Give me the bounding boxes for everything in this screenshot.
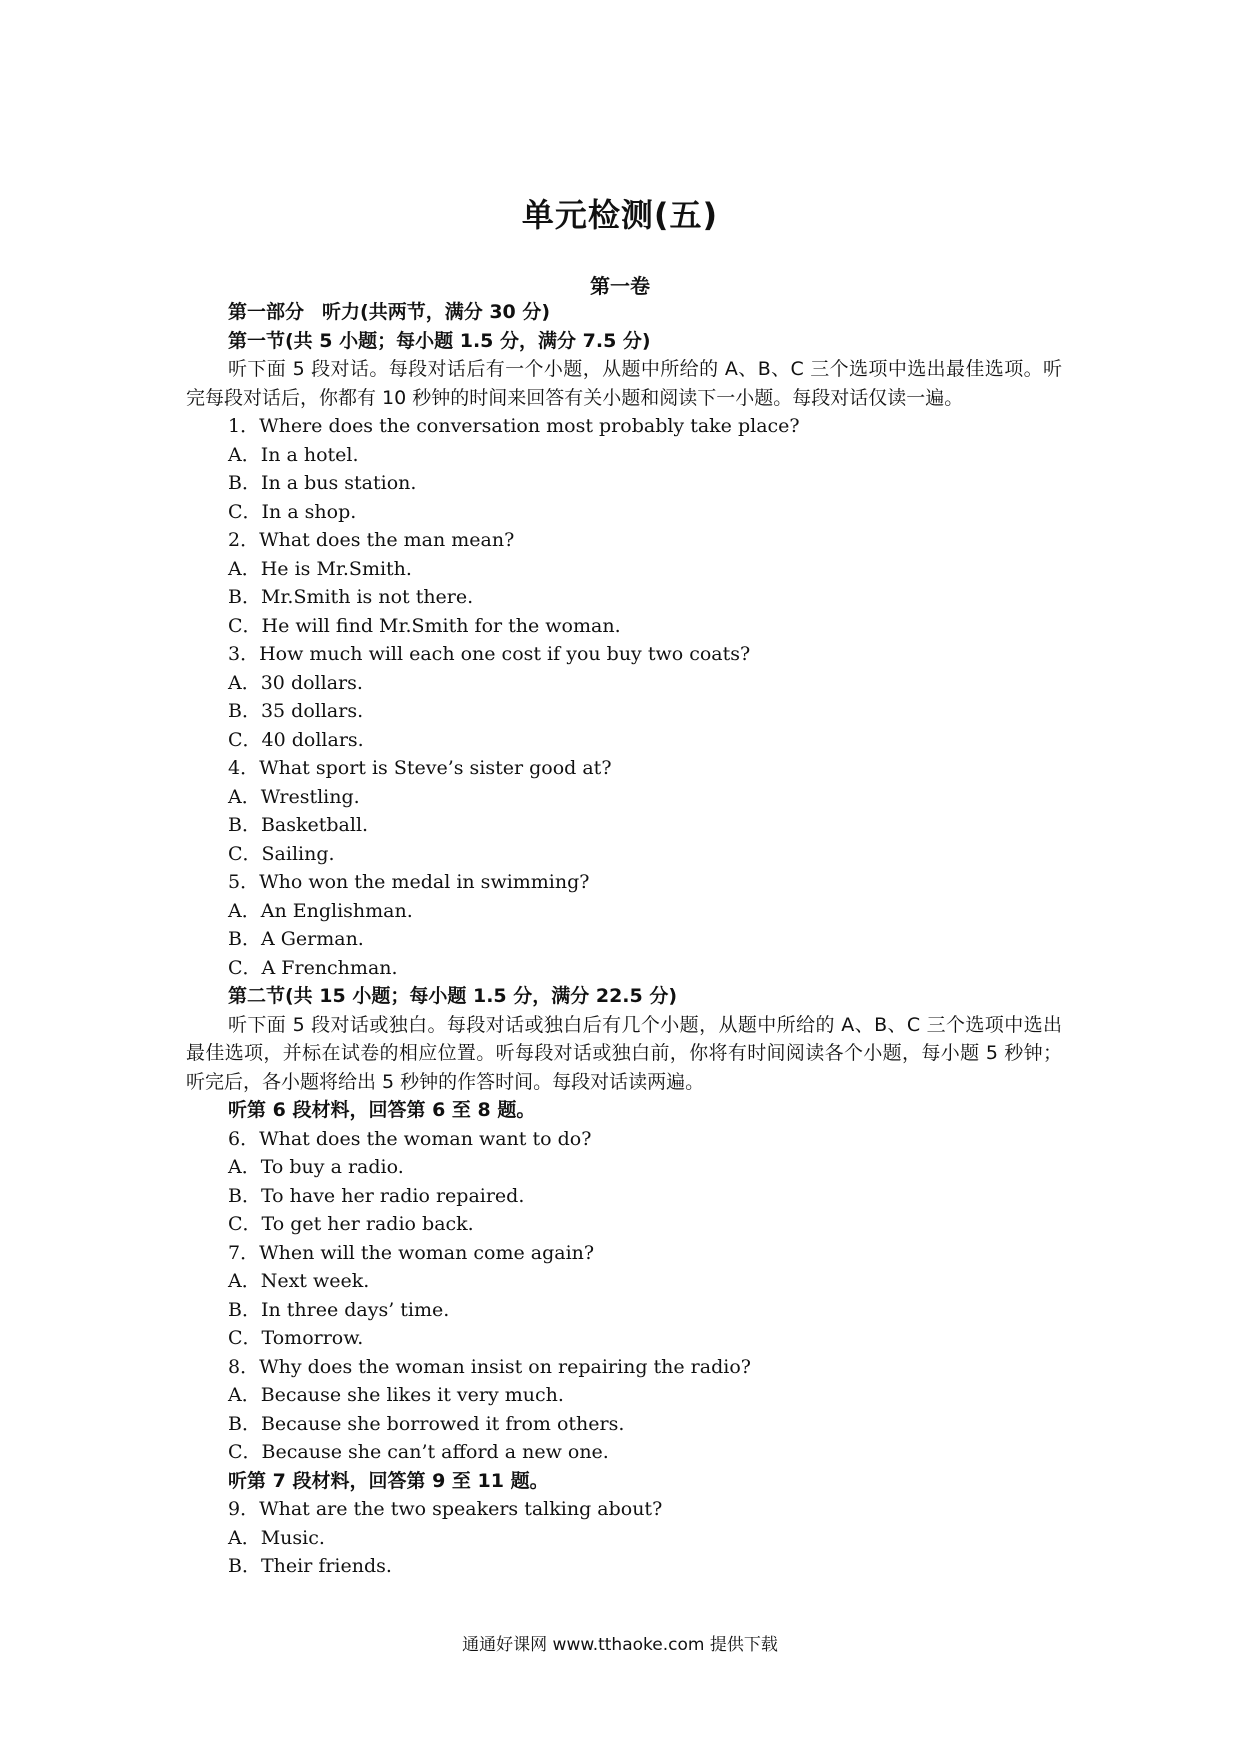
material-heading: 听第 7 段材料，回答第 9 至 11 题。 (228, 1469, 549, 1492)
option-c: C．40 dollars. (228, 728, 364, 751)
option-b: B．A German. (228, 928, 364, 950)
volume-heading: 第一卷 (590, 274, 650, 298)
option-c: C．Tomorrow. (228, 1327, 364, 1349)
page-title: 单元检测(五) (521, 196, 719, 234)
option-b: B．In three days’ time. (228, 1298, 450, 1321)
question-stem: 1．Where does the conversation most probably take place? (228, 415, 800, 437)
question-2 (186, 526, 1062, 640)
option-c: C．In a shop. (228, 500, 357, 523)
part-heading (186, 298, 1062, 327)
question-stem: 8．Why does the woman insist on repairing the radio? (228, 1355, 751, 1378)
question-stem: 4．What sport is Steve’s sister good at? (228, 757, 612, 779)
option-b: B．Mr.Smith is not there. (228, 586, 474, 608)
question-stem: 7．When will the woman come again? (228, 1241, 595, 1264)
option-c: C．Because she can’t afford a new one. (228, 1441, 609, 1463)
option-a: A．Next week. (228, 1270, 370, 1292)
question-stem: 9．What are the two speakers talking about? (228, 1498, 663, 1520)
question-stem: 3．How much will each one cost if you buy two coats? (228, 643, 751, 665)
question-4 (186, 754, 1062, 868)
option-b: B．Because she borrowed it from others. (228, 1412, 625, 1435)
option-b: B．To have her radio repaired. (228, 1184, 525, 1207)
option-a: A．In a hotel. (228, 443, 359, 466)
option-a: A．Music. (228, 1526, 325, 1549)
option-a: A．Wrestling. (228, 785, 360, 808)
exam-content (186, 298, 1062, 1581)
question-3 (186, 640, 1062, 754)
part-description: 听力(共两节，满分 30 分) (322, 301, 551, 323)
question-stem: 2．What does the man mean? (228, 529, 515, 551)
option-b: B．In a bus station. (228, 472, 417, 494)
section-instructions: 听下面 5 段对话或独白。每段对话或独白后有几个小题，从题中所给的 A、B、C 三个选项中选出最佳选项，并标在试卷的相应位置。听每段对话或独白前，你将有时间阅读各个小题，每小题 5 秒钟；听完后，各小题将给出 5 秒钟的作答时间。每段对话读两遍。 (186, 1013, 1062, 1093)
option-b: B．35 dollars. (228, 700, 364, 722)
option-a: A．To buy a radio. (228, 1156, 404, 1178)
option-c: C．To get her radio back. (228, 1213, 474, 1235)
material-heading: 听第 6 段材料，回答第 6 至 8 题。 (228, 1099, 536, 1121)
question-7 (186, 1239, 1062, 1353)
part-label: 第一部分 (228, 301, 305, 323)
question-1 (186, 412, 1062, 526)
section-heading: 第一节(共 5 小题；每小题 1.5 分，满分 7.5 分) (228, 329, 651, 352)
option-b: B．Their friends. (228, 1555, 392, 1577)
question-5 (186, 868, 1062, 982)
option-a: A．An Englishman. (228, 899, 413, 922)
question-9 (186, 1495, 1062, 1581)
option-b: B．Basketball. (228, 814, 369, 836)
option-c: C．Sailing. (228, 842, 335, 865)
section-instructions: 听下面 5 段对话。每段对话后有一个小题，从题中所给的 A、B、C 三个选项中选出最佳选项。听完每段对话后，你都有 10 秒钟的时间来回答有关小题和阅读下一小题。每段对话仅读一遍。 (186, 358, 1062, 409)
question-stem: 6．What does the woman want to do? (228, 1127, 592, 1150)
question-6 (186, 1125, 1062, 1239)
option-a: A．30 dollars. (228, 671, 363, 694)
option-c: C．He will find Mr.Smith for the woman. (228, 614, 621, 637)
option-a: A．Because she likes it very much. (228, 1384, 564, 1406)
page-footer: 通通好课网 www.tthaoke.com 提供下载 (462, 1635, 778, 1655)
option-a: A．He is Mr.Smith. (228, 557, 412, 580)
question-8 (186, 1353, 1062, 1467)
section-heading: 第二节(共 15 小题；每小题 1.5 分，满分 22.5 分) (228, 985, 678, 1007)
question-stem: 5．Who won the medal in swimming? (228, 871, 590, 893)
option-c: C．A Frenchman. (228, 956, 398, 979)
